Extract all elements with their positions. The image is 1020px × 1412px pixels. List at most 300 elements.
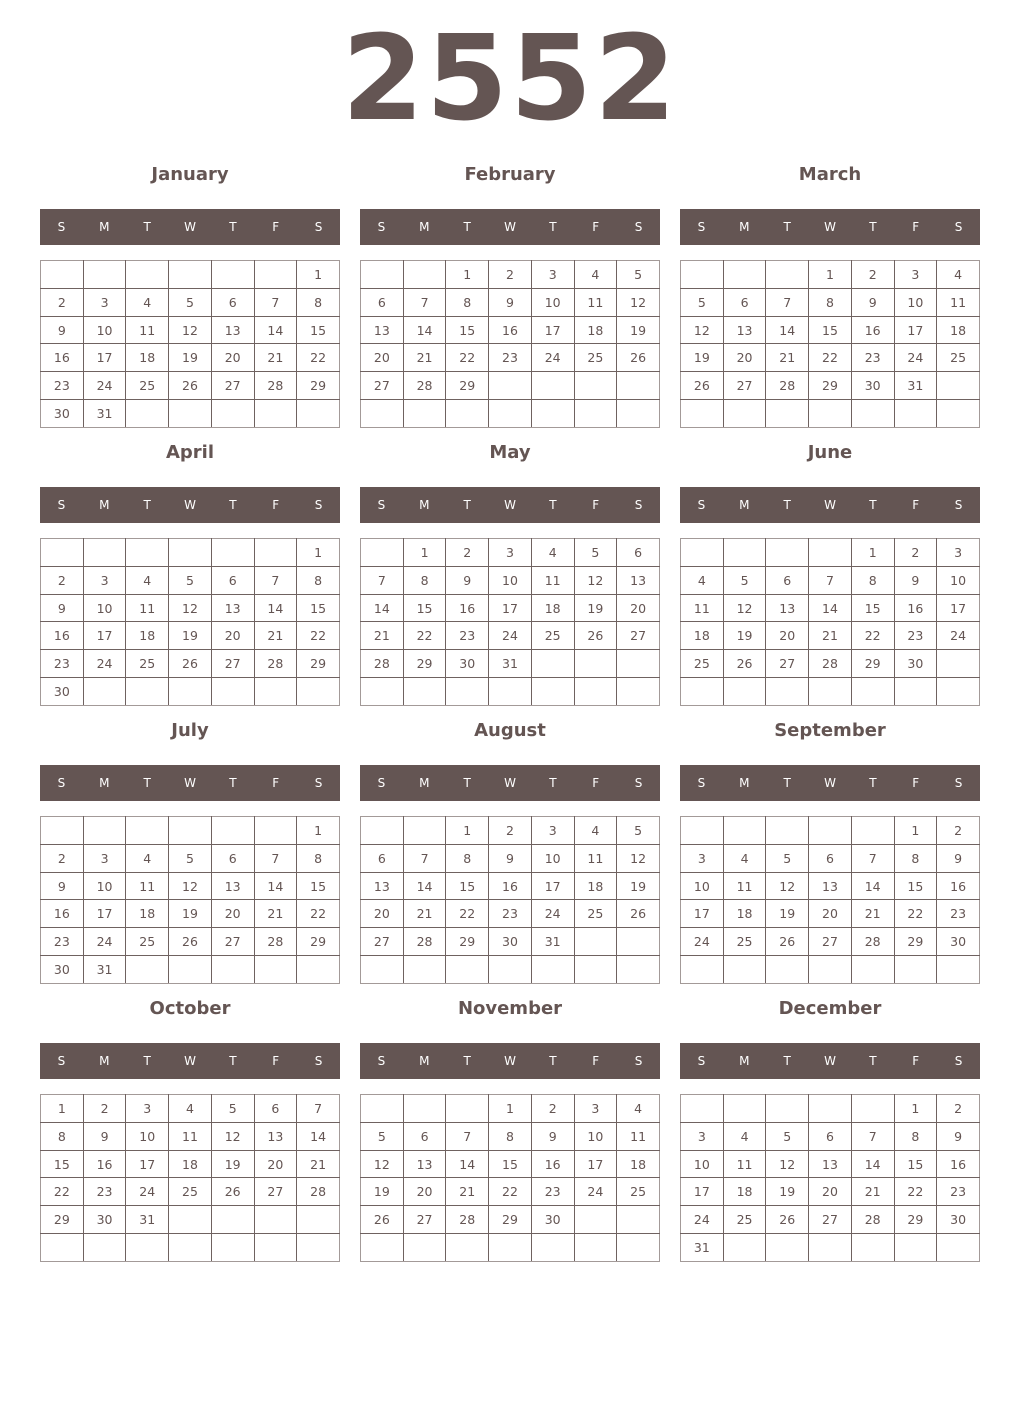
weekday-label: S <box>697 776 706 790</box>
day-cell: 30 <box>41 678 84 706</box>
day-cell <box>83 678 126 706</box>
day-cell <box>254 539 297 567</box>
week-row <box>361 928 660 956</box>
day-cell: 1 <box>851 539 894 567</box>
day-cell: 4 <box>169 1095 212 1123</box>
day-cell: 22 <box>446 900 489 928</box>
day-cell: 20 <box>723 344 766 372</box>
day-cell: 4 <box>723 1122 766 1150</box>
day-cell: 12 <box>169 316 212 344</box>
week-row <box>361 956 660 984</box>
day-cell: 28 <box>254 372 297 400</box>
day-cell: 10 <box>83 872 126 900</box>
day-cell: 31 <box>83 400 126 428</box>
day-cell: 16 <box>41 622 84 650</box>
weekday-label: F <box>912 498 920 512</box>
day-cell <box>211 817 254 845</box>
day-cell <box>169 400 212 428</box>
day-cell: 15 <box>297 316 340 344</box>
day-cell: 19 <box>169 344 212 372</box>
weekday-header <box>40 209 340 245</box>
day-cell <box>531 1234 574 1262</box>
week-row <box>41 900 340 928</box>
day-cell: 14 <box>766 316 809 344</box>
day-cell: 1 <box>41 1095 84 1123</box>
day-cell: 8 <box>41 1122 84 1150</box>
weekday-label: W <box>504 776 516 790</box>
week-row <box>681 1178 980 1206</box>
day-cell: 18 <box>574 872 617 900</box>
day-cell: 29 <box>894 928 937 956</box>
day-cell: 1 <box>489 1095 532 1123</box>
day-cell: 5 <box>169 566 212 594</box>
day-cell <box>937 678 980 706</box>
day-cell: 9 <box>489 844 532 872</box>
day-cell: 27 <box>361 372 404 400</box>
weekday-label: M <box>99 776 110 790</box>
day-cell: 21 <box>809 622 852 650</box>
day-grid <box>680 1094 980 1262</box>
day-cell: 18 <box>937 316 980 344</box>
day-cell: 26 <box>617 344 660 372</box>
day-cell: 3 <box>574 1095 617 1123</box>
week-row <box>41 261 340 289</box>
day-cell: 7 <box>254 288 297 316</box>
month-name: August <box>474 720 546 741</box>
day-cell <box>809 678 852 706</box>
week-row <box>361 872 660 900</box>
day-cell: 21 <box>254 622 297 650</box>
day-cell: 30 <box>937 928 980 956</box>
day-cell: 17 <box>937 594 980 622</box>
day-cell: 16 <box>937 872 980 900</box>
day-cell: 21 <box>446 1178 489 1206</box>
day-cell: 8 <box>403 566 446 594</box>
day-grid <box>360 538 660 706</box>
weekday-label: S <box>377 498 386 512</box>
day-cell <box>937 956 980 984</box>
week-row <box>681 678 980 706</box>
day-cell: 2 <box>41 566 84 594</box>
week-row <box>41 1206 340 1234</box>
weekday-header <box>680 765 980 801</box>
day-cell: 18 <box>574 316 617 344</box>
day-cell: 23 <box>489 344 532 372</box>
weekday-label: F <box>592 498 600 512</box>
day-cell: 19 <box>766 1178 809 1206</box>
weekday-label: F <box>272 1054 280 1068</box>
day-cell: 25 <box>531 622 574 650</box>
day-cell <box>851 678 894 706</box>
day-cell: 23 <box>41 372 84 400</box>
day-cell: 16 <box>489 872 532 900</box>
day-cell: 5 <box>361 1122 404 1150</box>
week-row <box>681 539 980 567</box>
day-cell <box>83 817 126 845</box>
day-cell: 1 <box>446 261 489 289</box>
day-cell: 15 <box>297 872 340 900</box>
day-cell: 24 <box>681 1206 724 1234</box>
day-cell <box>403 261 446 289</box>
day-cell <box>489 678 532 706</box>
day-cell <box>809 539 852 567</box>
day-cell: 16 <box>531 1150 574 1178</box>
day-cell: 11 <box>126 594 169 622</box>
day-cell: 5 <box>681 288 724 316</box>
day-cell: 17 <box>681 900 724 928</box>
day-cell <box>403 817 446 845</box>
day-cell: 18 <box>723 900 766 928</box>
day-cell: 12 <box>766 872 809 900</box>
day-cell: 4 <box>937 261 980 289</box>
day-cell: 2 <box>41 844 84 872</box>
day-cell: 14 <box>446 1150 489 1178</box>
day-cell: 19 <box>211 1150 254 1178</box>
day-cell: 19 <box>681 344 724 372</box>
weekday-label: F <box>592 1054 600 1068</box>
day-cell <box>169 817 212 845</box>
day-cell: 20 <box>403 1178 446 1206</box>
day-cell: 26 <box>681 372 724 400</box>
day-cell <box>126 539 169 567</box>
day-cell: 13 <box>809 872 852 900</box>
day-cell: 17 <box>531 316 574 344</box>
day-cell: 27 <box>254 1178 297 1206</box>
day-cell: 31 <box>681 1234 724 1262</box>
weekday-label: T <box>463 220 471 234</box>
day-cell: 4 <box>617 1095 660 1123</box>
day-cell <box>254 261 297 289</box>
day-cell <box>574 372 617 400</box>
day-cell: 5 <box>574 539 617 567</box>
weekday-label: T <box>783 776 791 790</box>
day-cell <box>126 261 169 289</box>
day-cell <box>489 400 532 428</box>
day-cell: 23 <box>83 1178 126 1206</box>
day-cell: 22 <box>894 900 937 928</box>
day-cell <box>297 1206 340 1234</box>
day-cell: 26 <box>574 622 617 650</box>
day-cell: 13 <box>809 1150 852 1178</box>
day-cell: 11 <box>681 594 724 622</box>
day-grid <box>360 1094 660 1262</box>
day-cell <box>403 1234 446 1262</box>
day-cell: 19 <box>361 1178 404 1206</box>
day-cell: 3 <box>937 539 980 567</box>
day-cell: 1 <box>809 261 852 289</box>
day-cell: 13 <box>361 316 404 344</box>
weekday-label: W <box>184 1054 196 1068</box>
day-cell: 31 <box>83 956 126 984</box>
week-row <box>361 400 660 428</box>
weekday-label: S <box>377 1054 386 1068</box>
weekday-label: M <box>419 220 430 234</box>
weekday-header <box>360 209 660 245</box>
day-cell: 28 <box>851 1206 894 1234</box>
day-cell: 2 <box>851 261 894 289</box>
day-cell <box>574 400 617 428</box>
day-cell <box>297 1234 340 1262</box>
weekday-label: W <box>184 220 196 234</box>
day-cell: 12 <box>361 1150 404 1178</box>
day-cell: 15 <box>446 872 489 900</box>
day-cell <box>489 1234 532 1262</box>
day-cell <box>211 400 254 428</box>
day-cell <box>617 956 660 984</box>
day-cell <box>766 817 809 845</box>
week-row <box>361 678 660 706</box>
weekday-label: S <box>314 498 323 512</box>
day-cell: 25 <box>617 1178 660 1206</box>
weekday-label: M <box>99 220 110 234</box>
day-cell: 6 <box>361 844 404 872</box>
day-cell <box>681 956 724 984</box>
day-cell: 9 <box>489 288 532 316</box>
day-cell: 31 <box>126 1206 169 1234</box>
day-cell: 26 <box>169 928 212 956</box>
day-cell <box>574 956 617 984</box>
day-cell: 5 <box>617 817 660 845</box>
day-cell: 22 <box>403 622 446 650</box>
day-cell: 25 <box>681 650 724 678</box>
day-cell <box>723 1095 766 1123</box>
day-cell: 9 <box>851 288 894 316</box>
day-cell: 2 <box>41 288 84 316</box>
weekday-label: S <box>634 498 643 512</box>
day-cell: 23 <box>41 928 84 956</box>
day-cell: 22 <box>489 1178 532 1206</box>
day-cell <box>169 1234 212 1262</box>
weekday-label: S <box>697 1054 706 1068</box>
weekday-label: F <box>912 220 920 234</box>
weekday-label: F <box>272 220 280 234</box>
day-cell: 13 <box>211 316 254 344</box>
week-row <box>361 1150 660 1178</box>
day-cell: 4 <box>723 844 766 872</box>
weekday-header <box>360 487 660 523</box>
day-cell: 1 <box>297 817 340 845</box>
day-cell <box>937 400 980 428</box>
week-row <box>681 1234 980 1262</box>
day-cell: 1 <box>297 261 340 289</box>
day-cell: 7 <box>766 288 809 316</box>
day-cell <box>403 678 446 706</box>
weekday-label: S <box>634 220 643 234</box>
day-cell: 23 <box>489 900 532 928</box>
month-name: April <box>165 442 215 463</box>
week-row <box>41 678 340 706</box>
day-cell <box>403 1095 446 1123</box>
day-cell: 29 <box>446 372 489 400</box>
day-cell <box>531 400 574 428</box>
day-cell: 4 <box>681 566 724 594</box>
day-cell: 6 <box>254 1095 297 1123</box>
day-cell <box>894 400 937 428</box>
day-cell <box>83 1234 126 1262</box>
week-row <box>361 344 660 372</box>
day-cell <box>254 400 297 428</box>
day-cell <box>617 400 660 428</box>
weekday-header <box>680 487 980 523</box>
week-row <box>41 344 340 372</box>
weekday-label: T <box>463 1054 471 1068</box>
day-cell: 29 <box>489 1206 532 1234</box>
day-cell: 6 <box>809 1122 852 1150</box>
weekday-label: M <box>739 220 750 234</box>
day-cell: 29 <box>297 650 340 678</box>
day-cell: 5 <box>617 261 660 289</box>
day-cell: 28 <box>254 928 297 956</box>
day-cell: 10 <box>83 316 126 344</box>
day-cell: 9 <box>937 1122 980 1150</box>
week-row <box>681 372 980 400</box>
day-cell: 29 <box>446 928 489 956</box>
day-cell <box>446 1234 489 1262</box>
day-cell <box>169 956 212 984</box>
day-cell: 30 <box>489 928 532 956</box>
day-cell <box>617 1234 660 1262</box>
weekday-label: F <box>272 776 280 790</box>
day-cell: 11 <box>574 288 617 316</box>
weekday-label: M <box>99 498 110 512</box>
day-cell <box>766 400 809 428</box>
weekday-label: F <box>912 776 920 790</box>
day-cell <box>851 956 894 984</box>
weekday-label: S <box>57 220 66 234</box>
day-cell: 7 <box>403 844 446 872</box>
day-cell: 15 <box>403 594 446 622</box>
day-cell: 26 <box>766 928 809 956</box>
day-cell: 6 <box>211 844 254 872</box>
day-cell: 22 <box>297 900 340 928</box>
month-name: December <box>778 998 882 1019</box>
day-cell: 8 <box>297 288 340 316</box>
day-cell: 8 <box>446 844 489 872</box>
day-cell: 25 <box>574 344 617 372</box>
weekday-label: T <box>549 776 557 790</box>
day-cell: 6 <box>617 539 660 567</box>
day-cell <box>809 1234 852 1262</box>
day-cell <box>211 956 254 984</box>
week-row <box>41 372 340 400</box>
week-row <box>361 594 660 622</box>
week-row <box>361 288 660 316</box>
day-cell <box>723 817 766 845</box>
day-cell: 27 <box>211 650 254 678</box>
day-cell: 21 <box>297 1150 340 1178</box>
weekday-header <box>680 1043 980 1079</box>
day-cell <box>894 678 937 706</box>
day-cell: 17 <box>83 900 126 928</box>
week-row <box>681 650 980 678</box>
day-cell: 11 <box>169 1122 212 1150</box>
week-row <box>361 622 660 650</box>
weekday-header <box>40 765 340 801</box>
weekday-label: W <box>824 220 836 234</box>
day-cell: 12 <box>169 872 212 900</box>
day-cell <box>937 372 980 400</box>
day-cell: 15 <box>809 316 852 344</box>
day-cell: 24 <box>574 1178 617 1206</box>
week-row <box>41 539 340 567</box>
weekday-label: S <box>634 1054 643 1068</box>
week-row <box>41 1234 340 1262</box>
day-cell: 14 <box>851 872 894 900</box>
day-cell: 13 <box>211 594 254 622</box>
day-cell <box>211 678 254 706</box>
day-cell: 25 <box>723 928 766 956</box>
weekday-label: T <box>143 1054 151 1068</box>
week-row <box>361 1206 660 1234</box>
day-cell <box>894 956 937 984</box>
day-grid <box>40 1094 340 1262</box>
day-cell: 18 <box>723 1178 766 1206</box>
day-cell <box>766 539 809 567</box>
day-cell <box>446 400 489 428</box>
day-cell: 23 <box>937 1178 980 1206</box>
day-cell: 12 <box>169 594 212 622</box>
weekday-label: T <box>463 776 471 790</box>
day-cell: 13 <box>254 1122 297 1150</box>
day-cell: 12 <box>681 316 724 344</box>
day-cell: 12 <box>617 844 660 872</box>
day-cell <box>681 1095 724 1123</box>
weekday-label: W <box>824 776 836 790</box>
day-cell: 9 <box>41 872 84 900</box>
day-cell <box>723 678 766 706</box>
day-cell: 15 <box>41 1150 84 1178</box>
day-cell: 4 <box>126 844 169 872</box>
day-cell: 14 <box>254 594 297 622</box>
day-cell <box>41 817 84 845</box>
weekday-label: F <box>272 498 280 512</box>
day-cell: 20 <box>211 900 254 928</box>
day-cell <box>617 928 660 956</box>
day-cell: 25 <box>937 344 980 372</box>
day-cell <box>617 372 660 400</box>
month-name: May <box>489 442 531 463</box>
weekday-label: T <box>869 498 877 512</box>
day-cell: 26 <box>211 1178 254 1206</box>
day-cell: 31 <box>489 650 532 678</box>
day-cell: 6 <box>211 288 254 316</box>
week-row <box>361 1178 660 1206</box>
week-row <box>681 1206 980 1234</box>
day-cell: 17 <box>894 316 937 344</box>
day-cell: 3 <box>531 261 574 289</box>
day-cell <box>126 1234 169 1262</box>
day-cell: 11 <box>126 872 169 900</box>
day-cell: 6 <box>361 288 404 316</box>
day-cell: 18 <box>681 622 724 650</box>
day-cell: 8 <box>297 844 340 872</box>
weekday-label: S <box>57 498 66 512</box>
weekday-label: T <box>143 220 151 234</box>
day-cell: 21 <box>361 622 404 650</box>
day-cell: 15 <box>489 1150 532 1178</box>
week-row <box>361 372 660 400</box>
day-cell <box>254 678 297 706</box>
week-row <box>681 261 980 289</box>
day-cell: 14 <box>403 872 446 900</box>
day-cell: 30 <box>937 1206 980 1234</box>
day-cell: 15 <box>894 1150 937 1178</box>
day-cell: 18 <box>169 1150 212 1178</box>
day-cell: 2 <box>894 539 937 567</box>
day-cell <box>403 400 446 428</box>
day-cell: 30 <box>41 400 84 428</box>
day-cell <box>574 1234 617 1262</box>
